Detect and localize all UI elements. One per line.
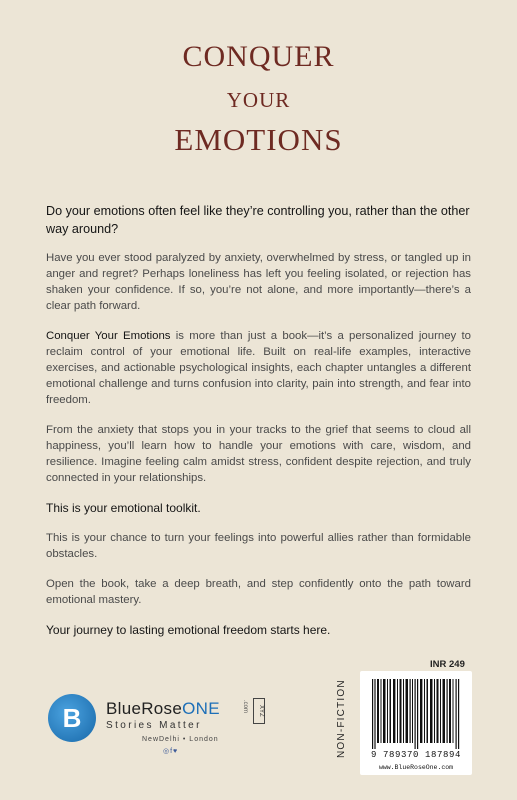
blurb-paragraph-2-text: is more than just a book—it’s a personalized journey to reclaim control of your emotional life. Built on real-life examples, interactive exercises, and actionable psychological insights, each chapter untangles a different emotional challenge and turns confusion into clarity, pain into strength, and fear into freedom. [46,330,471,406]
barcode [360,671,472,775]
price-label: INR 249 [430,659,465,670]
title-line-3: EMOTIONS [174,122,343,157]
publisher-name-part1: BlueRose [106,699,183,718]
publisher-name-part2: ONE [182,699,220,718]
publisher-tagline: Stories Matter [106,720,202,731]
publisher-cities: NewDelhi • London [142,736,219,743]
blurb-paragraph-1: Have you ever stood paralyzed by anxiety, overwhelmed by stress, or tangled up in anger and regret? Perhaps loneliness has left you feeling isolated, or rejection has shaken your confidence. If so, you’re not alone, and more importantly—there’s a clear path forward. [46,252,471,312]
title-line-2: YOUR [226,88,291,112]
genre-label: NON-FICTION [336,679,347,759]
social-icons: ◎f♥ [163,748,179,755]
publisher-name [106,699,220,719]
logo-letter: B [62,703,82,733]
publisher-logo-icon [48,694,96,742]
blurb-paragraph-3: From the anxiety that stops you in your tracks to the grief that seems to cloud all happiness, you’ll learn how to handle your emotions with care, wisdom, and resilience. Imagine feeling calm amidst stress, confident despite rejection, and truly connected in your relationships. [46,424,471,484]
publisher-dotcom: .com [242,700,248,714]
blurb-paragraph-2 [46,328,471,408]
blurb-paragraph-4: This is your emotional toolkit. [46,501,201,515]
blurb [46,202,471,652]
blurb-paragraph-5: This is your chance to turn your feelings into powerful allies rather than formidable obstacles. [46,532,471,560]
barcode-bars [372,679,460,749]
publisher-website: www.BlueRoseOne.com [378,764,454,771]
isbn-number: 9 789370 187894 [370,750,461,760]
blurb-paragraph-7: Your journey to lasting emotional freedom starts here. [46,623,331,637]
blurb-paragraph-6: Open the book, take a deep breath, and step confidently onto the path toward emotional mastery. [46,578,471,606]
publisher-xyz: XYZ [253,698,265,724]
title-line-1: CONQUER [182,40,335,73]
book-title-inline: Conquer Your Emotions [46,330,171,342]
blurb-lead: Do your emotions often feel like they’re controlling you, rather than the other way around? [46,204,470,236]
